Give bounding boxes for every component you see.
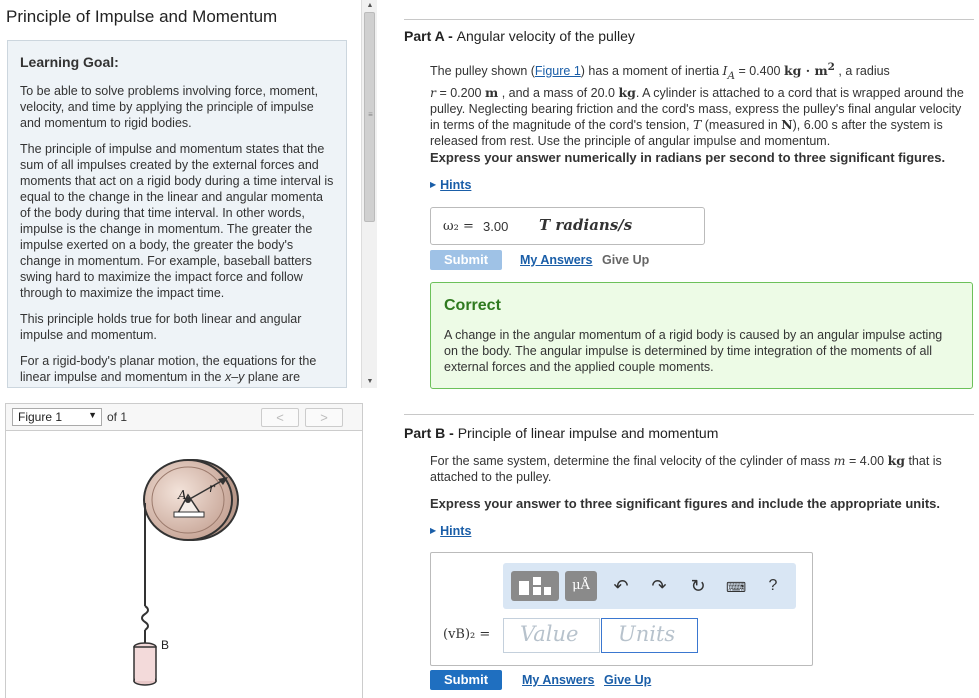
help-icon[interactable]: ? [768,577,778,594]
part-a-problem: The pulley shown (Figure 1) has a moment of inertia $I_A = 0.400$ kg · $m^2$ , a radius r = 0.200 m , and a mass of 20.0 kg. A cylinder is attached to a cord that is wrapped around the pulley. Neglecting bearing friction and the cord's mass, express the pulley's final angular velocity in terms of the magnitude of the cord's tension, T (measured in N), 6.00 s after the system is released from rest. Use the principle of angular impulse and momentum. [430,61,964,148]
part-b-problem: For the same system, determine the final velocity of the cylinder of mass m = 4.00 kg that is attached to the pulley. [430,453,942,484]
part-a-give-up: Give Up [602,253,650,267]
right-panel [380,0,979,698]
planar-motion-text: For a rigid-body's planar motion, the equations for the linear impulse and momentum in the x–y plane are [20,354,317,384]
scroll-up-arrow-icon[interactable]: ▲ [366,2,374,9]
part-b-heading: Part B - Principle of linear impulse and momentum [404,425,719,441]
correct-feedback-box [430,282,973,389]
part-b-submit-button[interactable]: Submit [430,670,502,690]
value-input[interactable]: Value [503,618,600,653]
expand-triangle-icon: ▶ [430,180,437,189]
undo-icon[interactable]: ↶ [613,576,629,596]
principle-description: The principle of impulse and momentum states that the sum of all impulses created by the external forces and moments that act on a rigid body during a time interval is equal to the change in the linear and angular momenta of the body during that time interval. In other words, impulse is the change in momentum. The greater the impulse exerted on a body, the greater the body's change in momentum. For example, baseball batters swing hard to maximize the impact force and follow through to maximize the impact time. [20,142,334,300]
label-B: B [161,638,170,652]
part-b-divider [404,414,974,415]
figure-area [5,431,363,698]
part-a-instructions: Express your answer numerically in radians per second to three significant figures. [430,150,946,165]
omega-label: ω₂ = [443,219,474,234]
learning-goal-box [7,40,347,388]
reset-icon[interactable]: ↻ [690,576,706,596]
keyboard-icon[interactable]: ⌨ [725,579,747,595]
correct-title: Correct [444,297,501,314]
velocity-label: (vB)₂ = [443,627,491,642]
next-figure-button[interactable]: > [305,408,343,427]
part-a-submit-button[interactable]: Submit [430,250,502,270]
part-b-my-answers-link[interactable]: My Answers [522,673,595,687]
principle-note: This principle holds true for both linear and angular impulse and momentum. [20,312,302,342]
units-input[interactable]: Units [601,618,698,653]
figure-toolbar [5,403,363,431]
left-panel [0,0,380,698]
chevron-down-icon: ▼ [88,410,97,420]
templates-button[interactable] [511,571,559,601]
part-b-give-up-link[interactable]: Give Up [604,673,652,687]
label-r: r [209,481,215,495]
label-A: A [178,488,187,502]
prev-figure-button[interactable]: < [261,408,299,427]
math-toolbar [503,563,796,609]
answer-editor [430,552,813,666]
part-a-answer-box [430,207,705,245]
part-b-instructions: Express your answer to three significant figures and include the appropriate units. [430,496,940,511]
part-a-answer-unit: T radians/s [539,216,633,234]
part-a-my-answers-link[interactable]: My Answers [520,253,593,267]
figure-count: of 1 [107,410,128,424]
scroll-thumb[interactable] [364,12,375,222]
part-a-heading: Part A - Angular velocity of the pulley [404,28,635,44]
goal-scrollbar[interactable] [361,0,377,388]
units-symbols-button[interactable]: μÅ [565,571,597,601]
part-a-divider [404,19,974,20]
correct-explanation: A change in the angular momentum of a rigid body is caused by an angular impulse acting on the body. The angular impulse is determined by time integration of the moments of all external forces and the applied couple moments. [444,328,943,374]
scroll-down-arrow-icon[interactable]: ▼ [366,378,374,385]
part-a-hints-toggle[interactable]: ▶ Hints [430,178,472,192]
part-b-hints-toggle[interactable]: ▶ Hints [430,524,472,538]
learning-goal-text: To be able to solve problems involving force, moment, velocity, and time by applying the principle of impulse and momentum to rigid bodies. [20,84,319,130]
part-a-answer-value: 3.00 [483,219,509,234]
figure-1-link[interactable]: Figure 1 [534,64,581,79]
pulley-figure [6,431,362,698]
grip-icon: ≡ [368,110,373,119]
expand-triangle-icon: ▶ [430,526,437,535]
figure-select[interactable]: Figure 1 ▼ [12,408,102,426]
redo-icon[interactable]: ↷ [651,576,667,596]
page-title: Principle of Impulse and Momentum [6,7,278,26]
learning-goal-heading: Learning Goal: [20,54,119,70]
templates-icon [517,575,553,597]
